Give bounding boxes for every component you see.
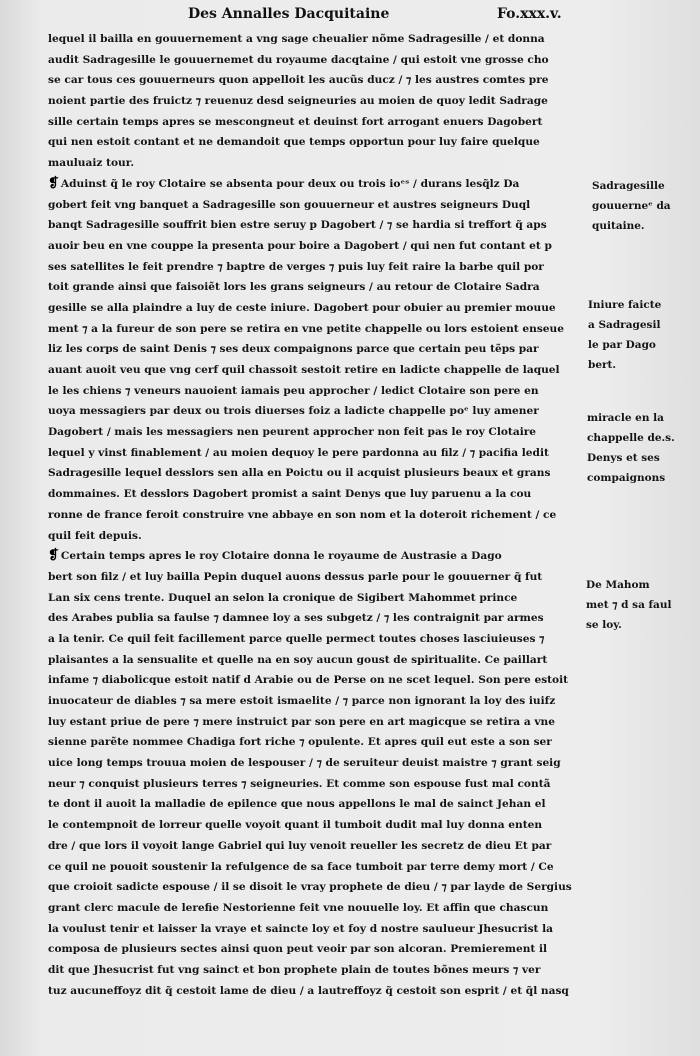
text-line (48, 132, 586, 153)
text-line (48, 670, 586, 691)
text-line-content: le les chiens ⁊ veneurs nauoient iamais peu approcher / ledict Clotaire son pere en (48, 384, 539, 397)
text-line (48, 29, 586, 50)
margin-note-iniure (588, 295, 661, 375)
text-line-content: dit que Jhesucrist fut vng sainct et bon prophete plain de toutes bõnes meurs ⁊ ver (48, 963, 541, 976)
margin-note-line: se loy. (586, 619, 622, 631)
text-line-content: inuocateur de diables ⁊ sa mere estoit ismaelite / ⁊ parce non ignorant la loy des iuifz (48, 695, 556, 707)
margin-note-sadragesille (592, 176, 671, 236)
text-line-content: Certain temps apres le roy Clotaire donna le royaume de Austrasie a Dago (60, 550, 502, 563)
text-line-content: tuz aucuneffoyz dit q̃ cestoit lame de dieu / a lautreffoyz q̃ cestoit son esprit / et q̃l nasq (48, 984, 569, 997)
text-line-content: bert son filz / et luy bailla Pepin duquel auons dessus parle pour le gouuerner q̃ fut (48, 570, 543, 583)
text-line-content: a la tenir. Ce quil feit facillement parce quelle permect toutes choses lasciuieuses ⁊ (48, 632, 545, 645)
text-line (48, 422, 586, 443)
text-line (48, 153, 586, 174)
text-line (48, 939, 586, 960)
folio-number: Fo.xxx.v. (497, 6, 562, 22)
text-line-content: te dont il auoit la malladie de epilence que nous appellons le mal de sainct Jehan el (48, 798, 546, 811)
text-line-content: sille certain temps apres se mescongneut et deuinst fort arrogant enuers Dagobert (48, 115, 543, 128)
text-line (48, 960, 586, 981)
text-line (48, 712, 586, 733)
page-header (0, 6, 700, 28)
text-line (48, 732, 586, 753)
text-line (48, 298, 586, 319)
margin-note-line: bert. (588, 359, 617, 371)
text-line-content: toit grande ainsi que faisoiẽt lors les grans seigneurs / au retour de Clotaire Sadra (48, 281, 540, 294)
text-line-content: gesille se alla plaindre a luy de ceste iniure. Dagobert pour obuier au premier mouue (48, 301, 556, 314)
text-line (48, 463, 586, 484)
text-line-content: auoir beu en vne couppe la presenta pour boire a Dagobert / qui nen fut contant et p (48, 239, 552, 252)
text-line-content: lequel il bailla en gouuernement a vng sage cheualier nõme Sadragesille / et donna (48, 33, 545, 45)
margin-note-line: met ⁊ d sa faul (586, 599, 672, 611)
text-line-content: dommaines. Et desslors Dagobert promist a saint Denys que luy paruenu a la cou (48, 488, 532, 501)
text-line (48, 753, 586, 774)
margin-note-line: miracle en la (587, 412, 664, 424)
text-line (48, 815, 586, 836)
running-title: Des Annalles Dacquitaine (188, 6, 390, 22)
text-line (48, 236, 586, 257)
text-line (48, 526, 586, 547)
text-line (48, 277, 586, 298)
text-line (48, 650, 586, 671)
text-line (48, 567, 586, 588)
margin-note-line: gouuerneᵉ da (592, 200, 671, 212)
main-text-column (48, 29, 586, 1001)
text-line (48, 608, 586, 629)
text-line-content: mauluaiz tour. (48, 157, 135, 170)
text-line-content: auant auoit veu que vng cerf quil chassoit sestoit retire en ladicte chappelle de laquel (48, 364, 560, 376)
text-line (48, 857, 586, 878)
text-line (48, 691, 586, 712)
text-line-content: Aduinst q̃ le roy Clotaire se absenta pour deux ou trois ioᵉˢ / durans lesq̃lz Da (60, 177, 520, 190)
text-line-content: grant clerc macule de lerefie Nestorienne feit vne nouuelle loy. Et affin que chascun (48, 901, 549, 914)
text-line-content: la voulust tenir et laisser la vraye et saincte loy et foy d nostre saulueur Jhesucrist la (48, 922, 554, 935)
paragraph-mark-icon: ❡ (48, 548, 59, 564)
text-line (48, 919, 586, 940)
text-line (48, 381, 586, 402)
text-line (48, 794, 586, 815)
margin-note-line: Denys et ses (587, 452, 660, 464)
text-line-content: Lan six cens trente. Duquel an selon la cronique de Sigibert Mahommet prince (48, 591, 518, 604)
text-line-content: uice long temps trouua moien de lespouser / ⁊ de seruiteur deuist maistre ⁊ grant seig (48, 757, 561, 770)
text-line (48, 91, 586, 112)
margin-note-line: Sadragesille (592, 180, 665, 192)
margin-note-line: a Sadragesil (588, 319, 661, 331)
text-line-content: ses satellites le feit prendre ⁊ baptre de verges ⁊ puis luy feit raire la barbe quil por (48, 260, 544, 273)
text-line (48, 50, 586, 71)
text-line (48, 339, 586, 360)
text-line-content: liz les corps de saint Denis ⁊ ses deux compaignons parce que certain peu tẽps par (48, 343, 539, 356)
text-line (48, 505, 586, 526)
text-line-content: infame ⁊ diabolicque estoit natif d Arabie ou de Perse on ne scet lequel. Son pere estoit (48, 674, 569, 687)
text-line (48, 877, 586, 898)
text-line (48, 319, 586, 340)
paragraph-mark-icon: ❡ (48, 175, 59, 191)
text-line-content: ronne de france feroit construire vne abbaye en son nom et la doteroit richement / ce (48, 508, 557, 521)
text-line-content: lequel y vinst finablement / au moien dequoy le pere pardonna au filz / ⁊ pacifia ledit (48, 446, 549, 459)
text-line-content: quil feit depuis. (48, 529, 142, 542)
text-line-content: audit Sadragesille le gouuernemet du royaume dacqtaine / qui estoit vne grosse cho (48, 53, 549, 66)
text-line (48, 629, 586, 650)
text-line (48, 588, 586, 609)
text-line-content: sienne parẽte nommee Chadiga fort riche ⁊ opulente. Et apres quil eut este a son ser (48, 736, 552, 749)
margin-note-miracle (587, 408, 675, 488)
text-line-content: neur ⁊ conquist plusieurs terres ⁊ seigneuries. Et comme son espouse fust mal contã (48, 777, 551, 790)
margin-note-line: quitaine. (592, 220, 645, 232)
text-line-content: des Arabes publia sa faulse ⁊ damnee loy a ses subgetz / ⁊ les contraignit par armes (48, 612, 544, 625)
text-line (48, 981, 586, 1002)
text-line-content: uoya messagiers par deux ou trois diuerses foiz a ladicte chappelle poᵉ luy amener (48, 405, 539, 418)
text-line (48, 195, 586, 216)
text-line-content: gobert feit vng banquet a Sadragesille son gouuerneur et austres seigneurs Duql (48, 198, 531, 211)
margin-note-line: le par Dago (588, 339, 656, 351)
text-line-content: dre / que lors il voyoit lange Gabriel qui luy venoit reueller les secretz de dieu Et par (48, 839, 552, 852)
text-line-content: Sadragesille lequel desslors sen alla en Poictu ou il acquist plusieurs beaux et grans (48, 467, 551, 480)
margin-note-line: chappelle de.s. (587, 432, 675, 444)
text-line (48, 898, 586, 919)
text-line (48, 70, 586, 91)
text-line (48, 174, 586, 195)
text-line (48, 257, 586, 278)
text-line (48, 484, 586, 505)
text-line-content: luy estant priue de pere ⁊ mere instruict par son pere en art magicque se retira a vne (48, 715, 555, 728)
text-line-content: Dagobert / mais les messagiers nen peurent approcher non feit pas le roy Clotaire (48, 426, 537, 439)
text-line-content: qui nen estoit contant et ne demandoit que temps opportun pour luy faire quelque (48, 136, 540, 149)
margin-note-line: Iniure faicte (588, 299, 662, 311)
text-line (48, 546, 586, 567)
text-line (48, 401, 586, 422)
margin-note-line: compaignons (587, 472, 666, 484)
text-line-content: noient partie des fruictz ⁊ reuenuz desd seigneuries au moien de quoy ledit Sadrage (48, 95, 548, 108)
text-line-content: banqt Sadragesille souffrit bien estre seruy p Dagobert / ⁊ se hardia si treffort q̃ aps (48, 219, 547, 232)
text-line-content: ment ⁊ a la fureur de son pere se retira en vne petite chappelle ou lors estoient enseue (48, 322, 564, 335)
text-line (48, 215, 586, 236)
text-line (48, 774, 586, 795)
text-line (48, 360, 586, 381)
text-line-content: le contempnoit de lorreur quelle voyoit quant il tumboit dudit mal luy donna enten (48, 819, 543, 832)
margin-note-mahommet (586, 575, 671, 635)
text-line (48, 836, 586, 857)
margin-note-line: De Mahom (586, 579, 650, 591)
text-line-content: plaisantes a la sensualite et quelle na en soy aucun goust de spiritualite. Ce paillart (48, 653, 548, 666)
text-line (48, 112, 586, 133)
text-line-content: se car tous ces gouuerneurs quon appelloit les aucũs ducz / ⁊ les austres comtes pre (48, 74, 549, 87)
text-line-content: que croioit sadicte espouse / il se disoit le vray prophete de dieu / ⁊ par layde de Sergius (48, 881, 572, 894)
text-line-content: ce quil ne pouoit soustenir la refulgence de sa face tumboit par terre demy mort / Ce (48, 860, 554, 873)
text-line (48, 443, 586, 464)
text-line-content: composa de plusieurs sectes ainsi quon peut veoir par son alcoran. Premierement il (48, 943, 548, 956)
